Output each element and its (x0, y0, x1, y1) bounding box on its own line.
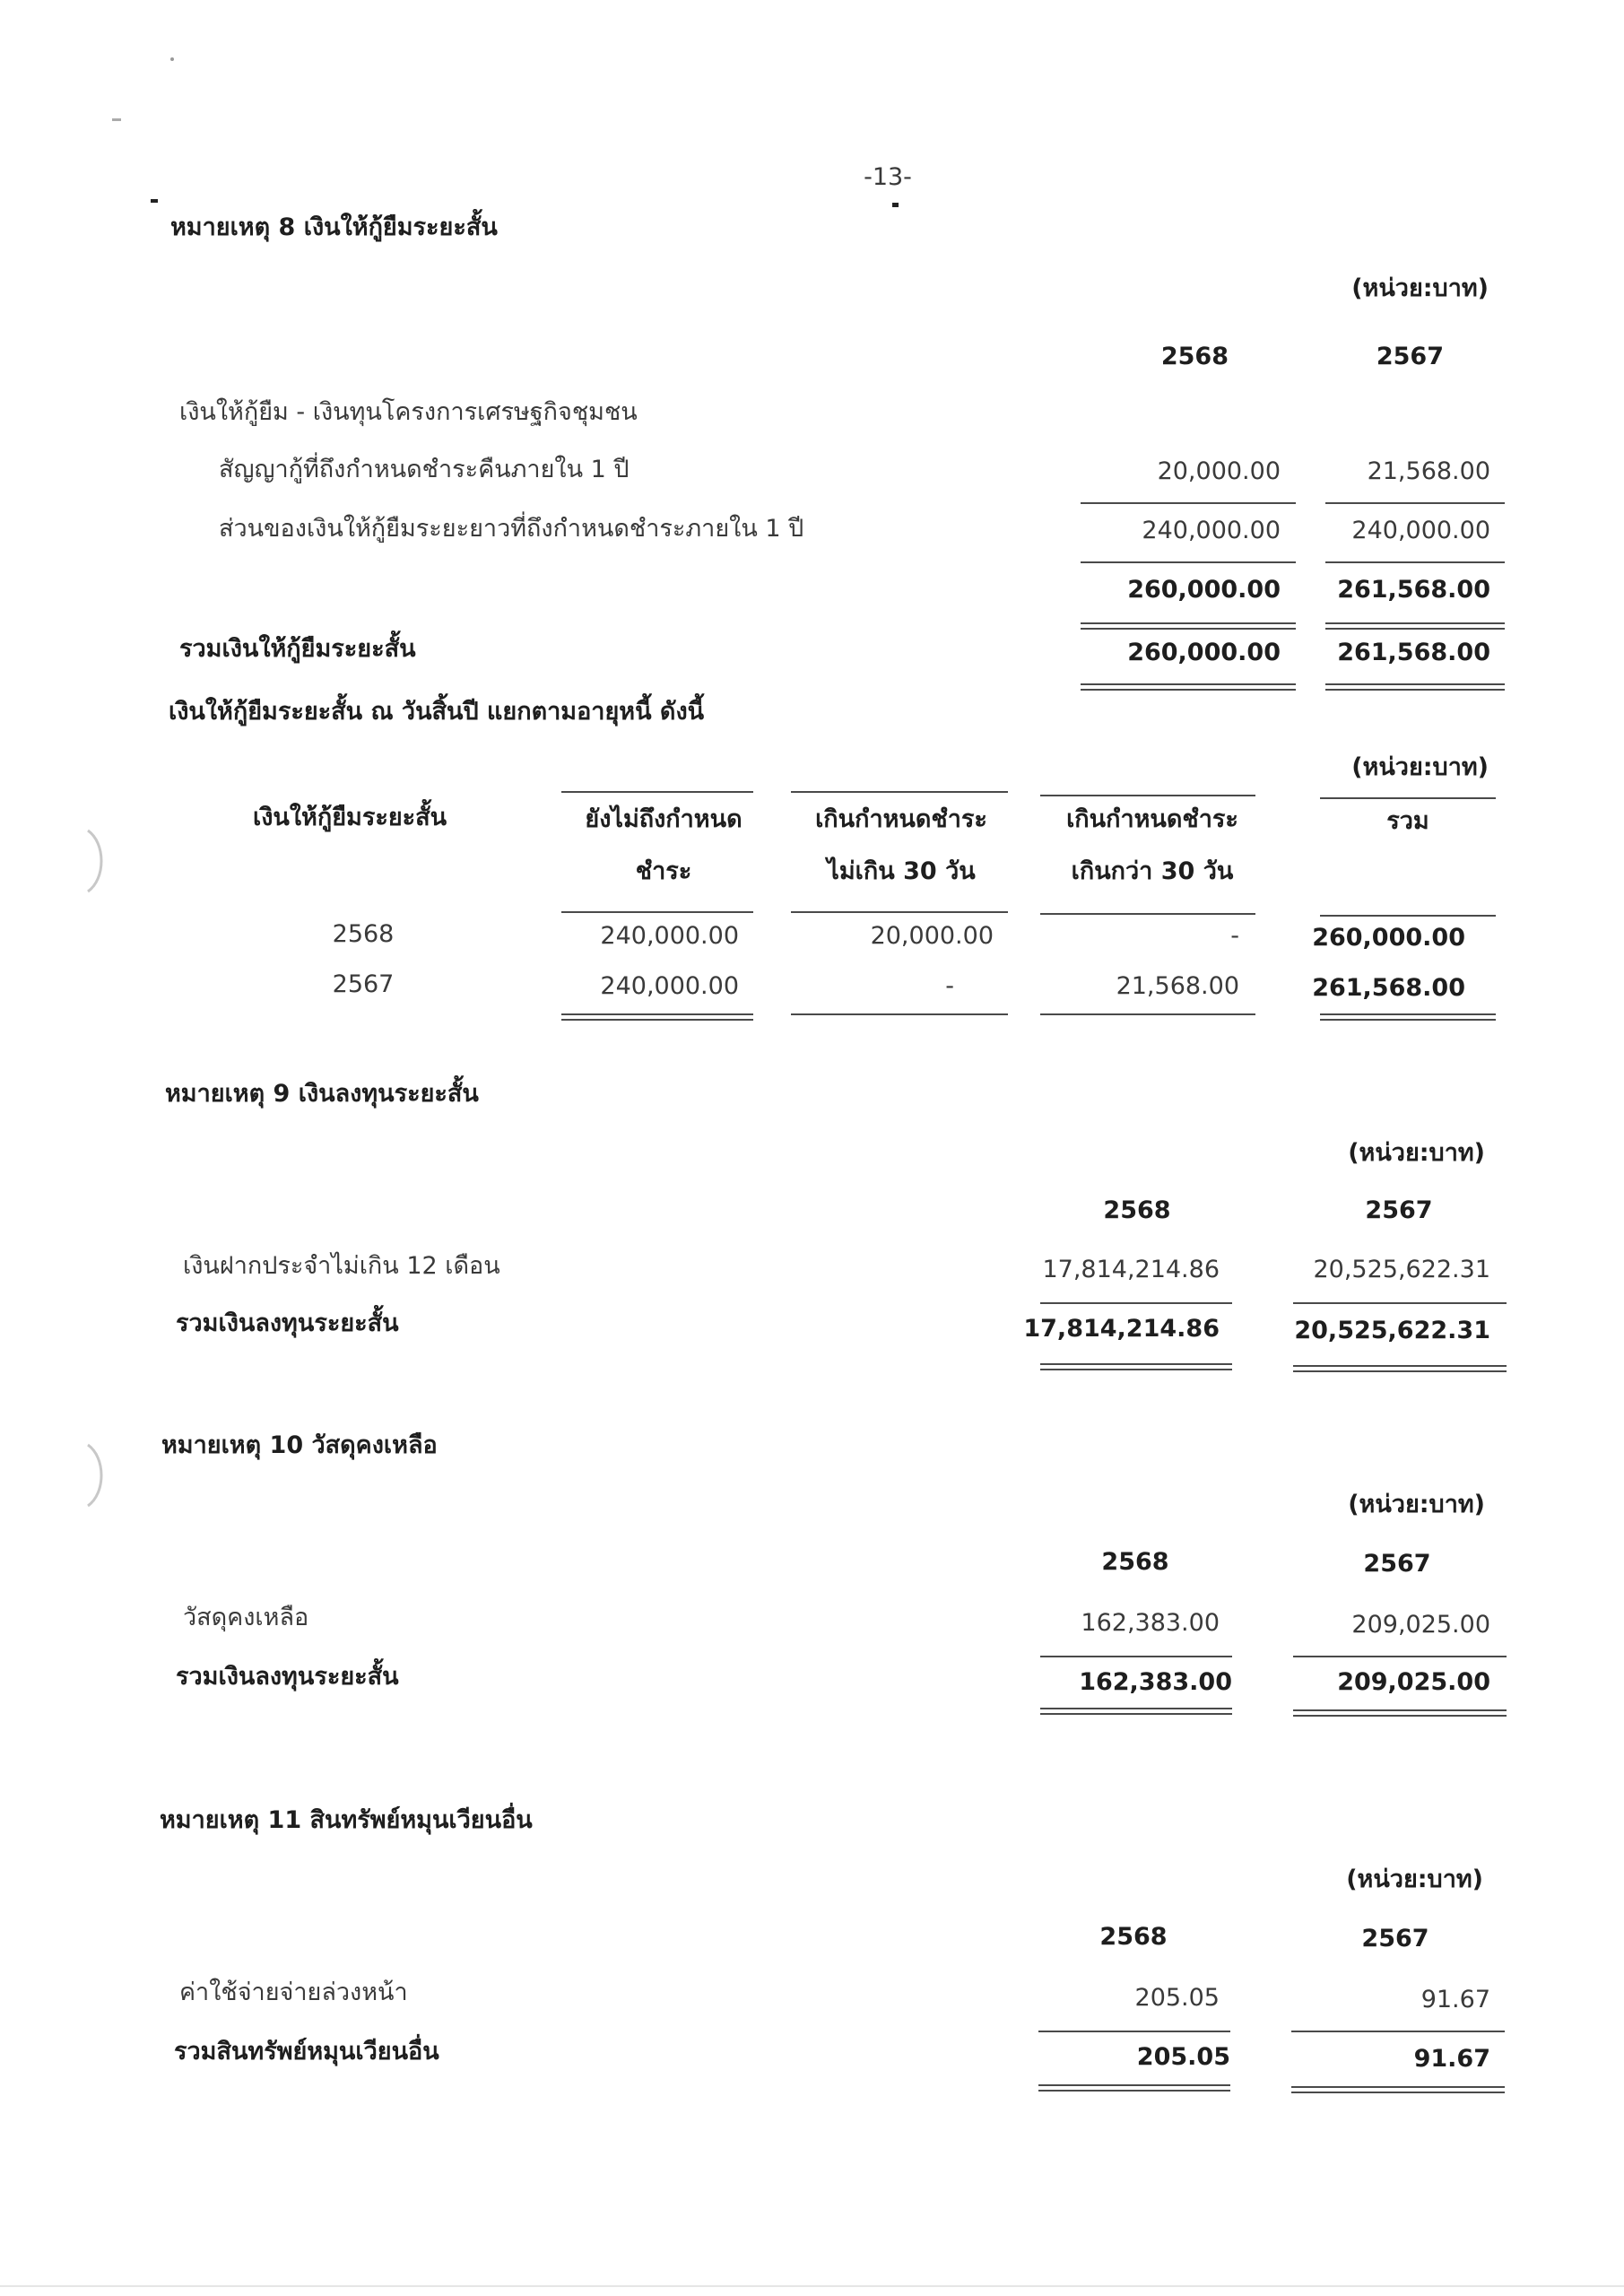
header-rule (1040, 795, 1255, 796)
double-underline (1081, 683, 1296, 691)
value-previous: 240,000.00 (1351, 517, 1490, 544)
total-label: รวมสินทรัพย์หมุนเวียนอื่น (174, 2038, 439, 2066)
aging-not-due: 240,000.00 (600, 972, 739, 1000)
unit-label: (หน่วย:บาท) (1348, 1139, 1485, 1167)
double-underline (1040, 1363, 1232, 1370)
row-label: ค่าใช้จ่ายจ่ายล่วงหน้า (179, 1979, 408, 2006)
scan-speck (892, 203, 899, 207)
total-current: 17,814,214.86 (1023, 1315, 1220, 1343)
note-title: หมายเหตุ 8 เงินให้กู้ยืมระยะสั้น (170, 213, 498, 241)
total-label: รวมเงินลงทุนระยะสั้น (176, 1663, 399, 1691)
value-current: 17,814,214.86 (1042, 1256, 1220, 1283)
value-previous: 91.67 (1420, 1986, 1490, 2013)
scan-edge-line (0, 2285, 1624, 2287)
underline (791, 1013, 1008, 1015)
header-rule (791, 791, 1008, 793)
aging-header: รวม (1386, 807, 1429, 835)
scan-speck (151, 199, 158, 203)
double-underline (1320, 1013, 1496, 1021)
total-label: รวมเงินลงทุนระยะสั้น (176, 1309, 399, 1337)
underline (1040, 1302, 1232, 1304)
year-header-previous: 2567 (1361, 1925, 1429, 1952)
total-current: 205.05 (1136, 2043, 1230, 2071)
year-header-previous: 2567 (1376, 343, 1444, 370)
header-rule (561, 791, 753, 793)
aging-year: 2568 (332, 920, 395, 948)
underline (1325, 502, 1505, 504)
year-header-current: 2568 (1099, 1923, 1168, 1951)
total-previous: 261,568.00 (1337, 639, 1490, 666)
underline (1325, 561, 1505, 563)
total-previous: 20,525,622.31 (1294, 1317, 1490, 1344)
aging-not-due: 240,000.00 (600, 922, 739, 950)
double-underline (1293, 1709, 1507, 1717)
aging-header: ไม่เกิน 30 วัน (827, 857, 976, 885)
underline (1040, 1013, 1255, 1015)
aging-within-30: - (945, 972, 954, 1000)
year-header-current: 2568 (1160, 343, 1229, 370)
underline (1293, 1656, 1507, 1657)
aging-over-30: - (1230, 922, 1239, 950)
double-underline (1040, 1708, 1232, 1715)
year-header-current: 2568 (1101, 1548, 1169, 1576)
row-label: ส่วนของเงินให้กู้ยืมระยะยาวที่ถึงกำหนดชำระภายใน 1 ปี (219, 515, 804, 543)
double-underline (1325, 683, 1505, 691)
underline (1291, 2031, 1505, 2032)
underline (1293, 1302, 1507, 1304)
unit-label: (หน่วย:บาท) (1351, 753, 1489, 781)
aging-header: เงินให้กู้ยืมระยะสั้น (253, 804, 447, 831)
row-label: เงินฝากประจำไม่เกิน 12 เดือน (183, 1252, 500, 1280)
total-current: 162,383.00 (1079, 1668, 1232, 1696)
value-previous: 20,525,622.31 (1313, 1256, 1490, 1283)
underline (1081, 561, 1296, 563)
total-current: 260,000.00 (1127, 639, 1281, 666)
group-label: เงินให้กู้ยืม - เงินทุนโครงการเศรษฐกิจชุมชน (179, 398, 638, 426)
page-number: -13- (864, 163, 912, 191)
double-underline (561, 1013, 753, 1021)
underline (1040, 1656, 1232, 1657)
value-current: 162,383.00 (1081, 1609, 1220, 1637)
punch-hole-mark (52, 825, 106, 897)
unit-label: (หน่วย:บาท) (1351, 274, 1489, 302)
double-underline (1081, 622, 1296, 630)
year-header-current: 2568 (1103, 1196, 1171, 1224)
aging-header: เกินกว่า 30 วัน (1071, 857, 1234, 885)
header-rule (1320, 915, 1496, 917)
aging-header: เกินกำหนดชำระ (1066, 805, 1238, 833)
year-header-previous: 2567 (1363, 1550, 1431, 1578)
note-title: หมายเหตุ 9 เงินลงทุนระยะสั้น (165, 1080, 479, 1108)
value-previous: 209,025.00 (1351, 1611, 1490, 1639)
header-rule (1320, 797, 1496, 799)
value-current: 205.05 (1134, 1984, 1220, 2012)
scan-speck (170, 57, 174, 61)
double-underline (1325, 622, 1505, 630)
value-current: 20,000.00 (1157, 457, 1281, 485)
double-underline (1293, 1365, 1507, 1372)
year-header-previous: 2567 (1365, 1196, 1433, 1224)
row-label: สัญญากู้ที่ถึงกำหนดชำระคืนภายใน 1 ปี (219, 456, 630, 483)
note-title: หมายเหตุ 10 วัสดุคงเหลือ (161, 1431, 438, 1459)
aging-total: 261,568.00 (1312, 974, 1465, 1002)
underline (1038, 2031, 1230, 2032)
aging-year: 2567 (332, 970, 395, 998)
aging-title: เงินให้กู้ยืมระยะสั้น ณ วันสิ้นปี แยกตามอายุหนี้ ดังนี้ (169, 698, 705, 726)
double-underline (1291, 2086, 1505, 2093)
double-underline (1038, 2084, 1230, 2092)
aging-header: ยังไม่ถึงกำหนด (585, 805, 743, 833)
note-title: หมายเหตุ 11 สินทรัพย์หมุนเวียนอื่น (160, 1806, 533, 1834)
aging-header: ชำระ (635, 857, 692, 885)
total-previous: 209,025.00 (1337, 1668, 1490, 1696)
aging-header: เกินกำหนดชำระ (815, 805, 987, 833)
subtotal-current: 260,000.00 (1127, 576, 1281, 604)
scan-speck (112, 118, 121, 121)
value-previous: 21,568.00 (1367, 457, 1490, 485)
header-rule (1040, 913, 1255, 915)
aging-within-30: 20,000.00 (870, 922, 994, 950)
total-previous: 91.67 (1413, 2045, 1490, 2073)
punch-hole-mark (52, 1439, 106, 1511)
unit-label: (หน่วย:บาท) (1346, 1866, 1483, 1893)
row-label: วัสดุคงเหลือ (183, 1604, 309, 1631)
aging-total: 260,000.00 (1312, 924, 1465, 952)
subtotal-previous: 261,568.00 (1337, 576, 1490, 604)
value-current: 240,000.00 (1142, 517, 1281, 544)
header-rule (791, 911, 1008, 913)
underline (1081, 502, 1296, 504)
header-rule (561, 911, 753, 913)
total-label: รวมเงินให้กู้ยืมระยะสั้น (179, 635, 416, 663)
unit-label: (หน่วย:บาท) (1348, 1491, 1485, 1518)
aging-over-30: 21,568.00 (1116, 972, 1239, 1000)
